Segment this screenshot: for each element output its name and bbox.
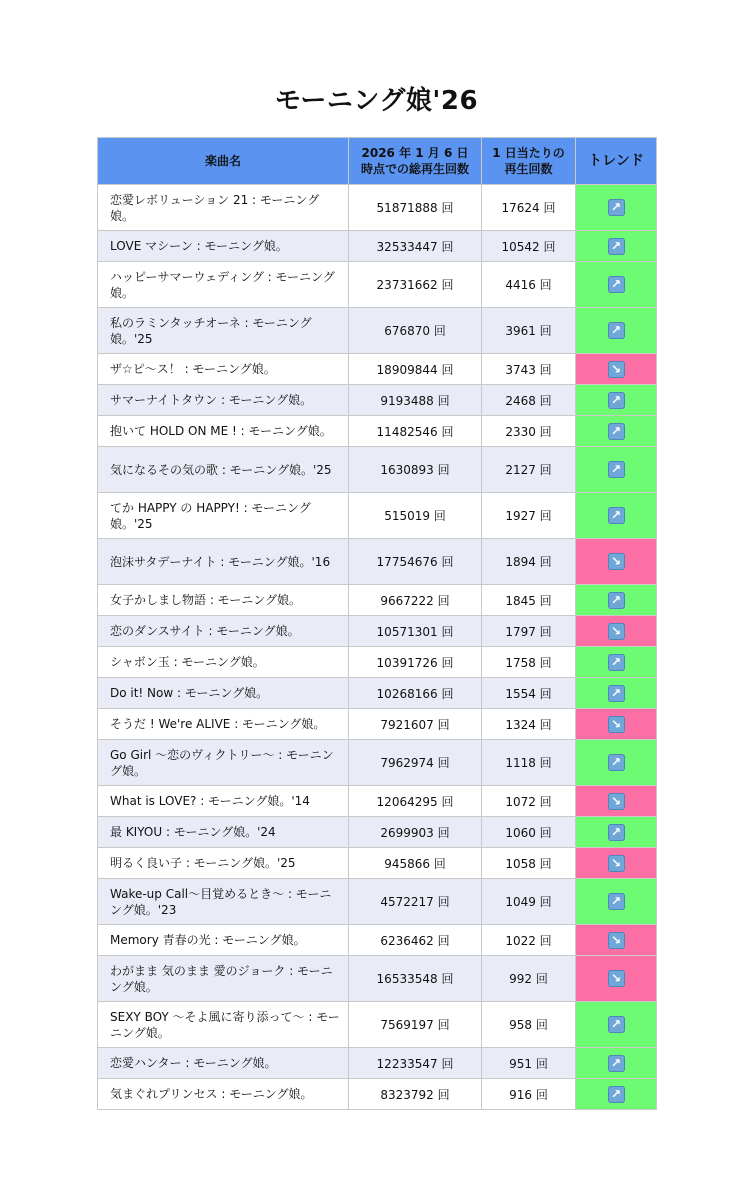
song-title-cell: てか HAPPY の HAPPY! : モーニング娘。'25 <box>98 493 349 539</box>
trend-cell <box>576 925 657 956</box>
trend-up-arrow-icon: ↗ <box>608 238 625 255</box>
trend-cell <box>576 678 657 709</box>
trend-cell <box>576 539 657 585</box>
song-title-cell: 抱いて HOLD ON ME ! : モーニング娘。 <box>98 416 349 447</box>
trend-cell <box>576 354 657 385</box>
daily-plays-cell: 3743 回 <box>482 354 576 385</box>
song-title-cell: SEXY BOY 〜そよ風に寄り添って〜 : モーニング娘。 <box>98 1002 349 1048</box>
table-row <box>98 354 657 385</box>
daily-plays-cell: 3961 回 <box>482 308 576 354</box>
trend-cell <box>576 185 657 231</box>
daily-plays-cell: 1022 回 <box>482 925 576 956</box>
trend-cell <box>576 848 657 879</box>
trend-cell <box>576 647 657 678</box>
trend-down-arrow-icon: ↘ <box>608 716 625 733</box>
total-plays-cell: 10268166 回 <box>349 678 482 709</box>
total-plays-cell: 7962974 回 <box>349 740 482 786</box>
song-title-cell: 私のラミンタッチオーネ : モーニング娘。'25 <box>98 308 349 354</box>
table-row <box>98 447 657 493</box>
trend-down-arrow-icon: ↘ <box>608 623 625 640</box>
daily-plays-cell: 1554 回 <box>482 678 576 709</box>
trend-up-arrow-icon: ↗ <box>608 276 625 293</box>
total-plays-cell: 676870 回 <box>349 308 482 354</box>
trend-up-arrow-icon: ↗ <box>608 322 625 339</box>
daily-plays-cell: 1118 回 <box>482 740 576 786</box>
table-row <box>98 416 657 447</box>
trend-cell <box>576 493 657 539</box>
header-trend: トレンド <box>576 138 657 185</box>
daily-plays-cell: 1845 回 <box>482 585 576 616</box>
table-row <box>98 956 657 1002</box>
daily-plays-cell: 992 回 <box>482 956 576 1002</box>
song-title-cell: Wake-up Call〜目覚めるとき〜 : モーニング娘。'23 <box>98 879 349 925</box>
header-daily-plays <box>482 138 576 185</box>
song-title-cell: Memory 青春の光 : モーニング娘。 <box>98 925 349 956</box>
song-title-cell: 恋愛レボリューション 21 : モーニング娘。 <box>98 185 349 231</box>
trend-cell <box>576 1079 657 1110</box>
song-title-cell: 明るく良い子 : モーニング娘。'25 <box>98 848 349 879</box>
song-title-cell: ザ☆ピ〜ス！ : モーニング娘。 <box>98 354 349 385</box>
song-title-cell: 恋のダンスサイト : モーニング娘。 <box>98 616 349 647</box>
trend-cell <box>576 385 657 416</box>
trend-down-arrow-icon: ↘ <box>608 553 625 570</box>
total-plays-cell: 12064295 回 <box>349 786 482 817</box>
song-title-cell: Do it! Now : モーニング娘。 <box>98 678 349 709</box>
total-plays-cell: 1630893 回 <box>349 447 482 493</box>
daily-plays-cell: 1927 回 <box>482 493 576 539</box>
trend-down-arrow-icon: ↘ <box>608 793 625 810</box>
song-title-cell: 気になるその気の歌 : モーニング娘。'25 <box>98 447 349 493</box>
trend-up-arrow-icon: ↗ <box>608 423 625 440</box>
table-row <box>98 817 657 848</box>
song-title-cell: 恋愛ハンター : モーニング娘。 <box>98 1048 349 1079</box>
daily-plays-cell: 10542 回 <box>482 231 576 262</box>
trend-up-arrow-icon: ↗ <box>608 824 625 841</box>
trend-up-arrow-icon: ↗ <box>608 754 625 771</box>
daily-plays-cell: 951 回 <box>482 1048 576 1079</box>
daily-plays-cell: 2127 回 <box>482 447 576 493</box>
trend-cell <box>576 262 657 308</box>
trend-up-arrow-icon: ↗ <box>608 654 625 671</box>
total-plays-cell: 9667222 回 <box>349 585 482 616</box>
song-title-cell: シャボン玉 : モーニング娘。 <box>98 647 349 678</box>
total-plays-cell: 945866 回 <box>349 848 482 879</box>
total-plays-cell: 9193488 回 <box>349 385 482 416</box>
total-plays-cell: 17754676 回 <box>349 539 482 585</box>
table-row <box>98 925 657 956</box>
daily-plays-cell: 1049 回 <box>482 879 576 925</box>
table-row <box>98 185 657 231</box>
song-title-cell: サマーナイトタウン : モーニング娘。 <box>98 385 349 416</box>
daily-plays-cell: 1894 回 <box>482 539 576 585</box>
total-plays-cell: 8323792 回 <box>349 1079 482 1110</box>
total-plays-cell: 7569197 回 <box>349 1002 482 1048</box>
trend-up-arrow-icon: ↗ <box>608 1055 625 1072</box>
total-plays-cell: 10391726 回 <box>349 647 482 678</box>
table-row <box>98 308 657 354</box>
daily-plays-cell: 17624 回 <box>482 185 576 231</box>
total-plays-cell: 6236462 回 <box>349 925 482 956</box>
trend-cell <box>576 416 657 447</box>
table-header-row <box>98 138 657 185</box>
song-title-cell: 最 KIYOU : モーニング娘。'24 <box>98 817 349 848</box>
song-title-cell: Go Girl 〜恋のヴィクトリー〜 : モーニング娘。 <box>98 740 349 786</box>
total-plays-cell: 11482546 回 <box>349 416 482 447</box>
total-plays-cell: 4572217 回 <box>349 879 482 925</box>
total-plays-cell: 2699903 回 <box>349 817 482 848</box>
total-plays-cell: 7921607 回 <box>349 709 482 740</box>
daily-plays-cell: 1058 回 <box>482 848 576 879</box>
song-title-cell: 女子かしまし物語 : モーニング娘。 <box>98 585 349 616</box>
daily-plays-cell: 2468 回 <box>482 385 576 416</box>
header-total-line2: 時点での総再生回数 <box>360 162 469 176</box>
daily-plays-cell: 958 回 <box>482 1002 576 1048</box>
trend-down-arrow-icon: ↘ <box>608 855 625 872</box>
table-row <box>98 1079 657 1110</box>
total-plays-cell: 51871888 回 <box>349 185 482 231</box>
table-row <box>98 1048 657 1079</box>
table-row <box>98 262 657 308</box>
trend-up-arrow-icon: ↗ <box>608 1016 625 1033</box>
song-title-cell: What is LOVE? : モーニング娘。'14 <box>98 786 349 817</box>
trend-cell <box>576 956 657 1002</box>
trend-cell <box>576 308 657 354</box>
trend-up-arrow-icon: ↗ <box>608 592 625 609</box>
page-title: モーニング娘'26 <box>274 86 479 116</box>
table-row <box>98 740 657 786</box>
trend-cell <box>576 786 657 817</box>
trend-up-arrow-icon: ↗ <box>608 461 625 478</box>
total-plays-cell: 12233547 回 <box>349 1048 482 1079</box>
trend-cell <box>576 1002 657 1048</box>
song-title-cell: 泡沫サタデーナイト : モーニング娘。'16 <box>98 539 349 585</box>
trend-cell <box>576 231 657 262</box>
total-plays-cell: 10571301 回 <box>349 616 482 647</box>
total-plays-cell: 515019 回 <box>349 493 482 539</box>
song-title-cell: ハッピーサマーウェディング : モーニング娘。 <box>98 262 349 308</box>
trend-cell <box>576 1048 657 1079</box>
header-daily-line2: 再生回数 <box>504 162 553 176</box>
trend-cell <box>576 879 657 925</box>
header-total-plays <box>349 138 482 185</box>
trend-cell <box>576 447 657 493</box>
daily-plays-cell: 1758 回 <box>482 647 576 678</box>
trend-cell <box>576 740 657 786</box>
daily-plays-cell: 2330 回 <box>482 416 576 447</box>
table-row <box>98 848 657 879</box>
song-title-cell: わがまま 気のまま 愛のジョーク : モーニング娘。 <box>98 956 349 1002</box>
header-total-line1: 2026 年 1 月 6 日 <box>361 146 469 160</box>
daily-plays-cell: 4416 回 <box>482 262 576 308</box>
trend-cell <box>576 585 657 616</box>
trend-down-arrow-icon: ↘ <box>608 970 625 987</box>
trend-up-arrow-icon: ↗ <box>608 392 625 409</box>
daily-plays-cell: 1324 回 <box>482 709 576 740</box>
trend-cell <box>576 709 657 740</box>
daily-plays-cell: 916 回 <box>482 1079 576 1110</box>
table-row <box>98 678 657 709</box>
trend-up-arrow-icon: ↗ <box>608 893 625 910</box>
table-row <box>98 493 657 539</box>
daily-plays-cell: 1072 回 <box>482 786 576 817</box>
total-plays-cell: 18909844 回 <box>349 354 482 385</box>
song-title-cell: そうだ ! We're ALIVE : モーニング娘。 <box>98 709 349 740</box>
song-title-cell: LOVE マシーン : モーニング娘。 <box>98 231 349 262</box>
daily-plays-cell: 1797 回 <box>482 616 576 647</box>
daily-plays-cell: 1060 回 <box>482 817 576 848</box>
trend-cell <box>576 817 657 848</box>
table-row <box>98 1002 657 1048</box>
song-title-cell: 気まぐれプリンセス : モーニング娘。 <box>98 1079 349 1110</box>
trend-up-arrow-icon: ↗ <box>608 685 625 702</box>
table-row <box>98 585 657 616</box>
table-row <box>98 786 657 817</box>
table-row <box>98 616 657 647</box>
trend-up-arrow-icon: ↗ <box>608 199 625 216</box>
table-row <box>98 879 657 925</box>
trend-cell <box>576 616 657 647</box>
table-row <box>98 231 657 262</box>
table-row <box>98 385 657 416</box>
table-row <box>98 647 657 678</box>
trend-down-arrow-icon: ↘ <box>608 932 625 949</box>
header-daily-line1: 1 日当たりの <box>492 146 565 160</box>
total-plays-cell: 16533548 回 <box>349 956 482 1002</box>
trend-up-arrow-icon: ↗ <box>608 1086 625 1103</box>
table-row <box>98 539 657 585</box>
song-ranking-table <box>97 137 657 1110</box>
table-row <box>98 709 657 740</box>
header-song: 楽曲名 <box>98 138 349 185</box>
trend-up-arrow-icon: ↗ <box>608 507 625 524</box>
total-plays-cell: 23731662 回 <box>349 262 482 308</box>
total-plays-cell: 32533447 回 <box>349 231 482 262</box>
trend-down-arrow-icon: ↘ <box>608 361 625 378</box>
